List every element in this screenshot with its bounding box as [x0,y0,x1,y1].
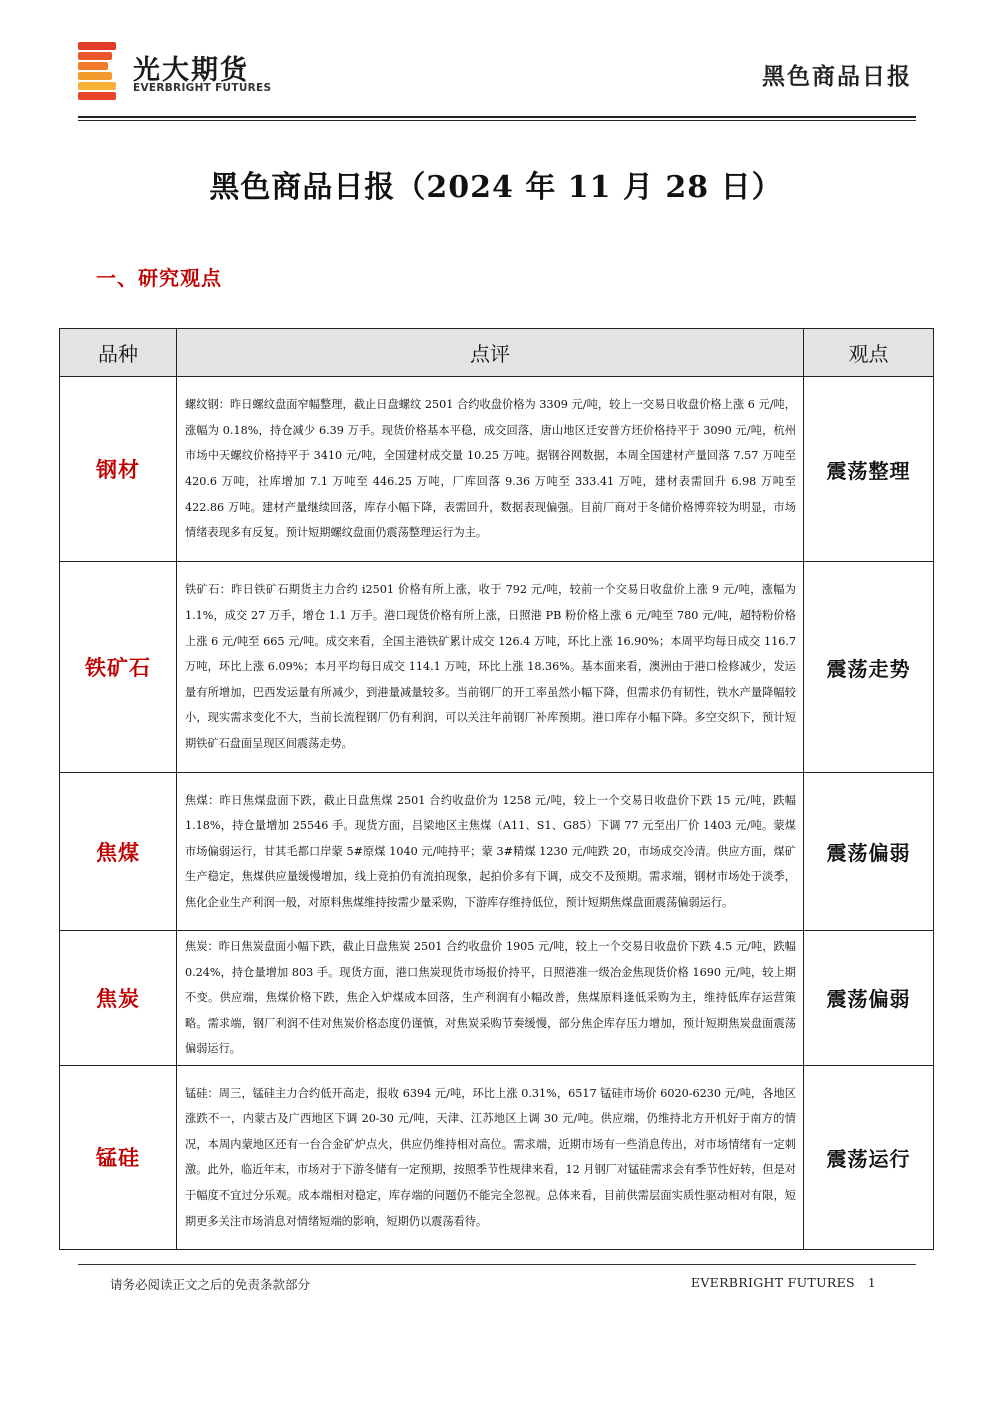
view-cell: 震荡走势 [804,562,934,773]
header-view: 观点 [804,329,934,377]
variety-cell: 钢材 [60,377,177,562]
report-name: 黑色商品日报 [762,63,912,90]
variety-cell: 焦煤 [60,773,177,931]
view-cell: 震荡偏弱 [804,773,934,931]
comment-cell: 铁矿石：昨日铁矿石期货主力合约 i2501 价格有所上涨，收于 792 元/吨，较前一个交易日收盘价上涨 9 元/吨，涨幅为 1.1%，成交 27 万手，增仓 1.1 万手。港口现货价格有所上涨，日照港 PB 粉价格上涨 6 元/吨至 780 元/吨，超特粉价格上涨 6 元/吨至 665 元/吨。成交来看，全国主港铁矿累计成交 126.4 万吨，环比上涨 16.90%；本周平均每日成交 116.7 万吨，环比上涨 6.09%；本月平均每日成交 114.1 万吨，环比上涨 18.36%。基本面来看，澳洲由于港口检修减少，发运量有所增加，巴西发运量有所减少，到港量减量较多。当前钢厂的开工率虽然小幅下降，但需求仍有韧性，铁水产量降幅较小，现实需求变化不大，当前长流程钢厂仍有利润，可以关注年前钢厂补库预期。港口库存小幅下降。多空交织下，预计短期铁矿石盘面呈现区间震荡走势。 [177,562,804,773]
header-rule [78,116,916,118]
table-row [60,1065,934,1249]
variety-cell: 铁矿石 [60,562,177,773]
logo-stripe [78,62,108,70]
everbright-logo-icon [78,42,118,98]
logo-english-name: EVERBRIGHT FUTURES [133,82,272,94]
view-cell: 震荡整理 [804,377,934,562]
view-cell: 震荡偏弱 [804,931,934,1066]
logo-stripe [78,42,116,50]
disclaimer-note: 请务必阅读正文之后的免责条款部分 [110,1277,311,1292]
table-row [60,773,934,931]
table-row [60,377,934,562]
footer-company-page [691,1275,876,1290]
comment-cell: 焦炭：昨日焦炭盘面小幅下跌，截止日盘焦炭 2501 合约收盘价 1905 元/吨，较上一个交易日收盘价下跌 4.5 元/吨，跌幅 0.24%，持仓量增加 803 手。现货方面，港口焦炭现货市场报价持平，日照港准一级冶金焦现货价格 1690 元/吨，较上期不变。供应端，焦煤价格下跌，焦企入炉煤成本回落，生产利润有小幅改善，焦煤原料逢低采购为主，维持低库存运营策略。需求端，钢厂利润不佳对焦炭价格态度仍谨慎，对焦炭采购节奏缓慢，部分焦企库存压力增加，预计短期焦炭盘面震荡偏弱运行。 [177,931,804,1066]
comment-cell: 锰硅：周三，锰硅主力合约低开高走，报收 6394 元/吨，环比上涨 0.31%，6517 锰硅市场价 6020-6230 元/吨，各地区涨跌不一，内蒙古及广西地区下调 20-30 元/吨，天津、江苏地区上调 30 元/吨。供应端，仍维持北方开机好于南方的情况，本周内蒙地区还有一台合金矿炉点火，供应仍维持相对高位。需求端，近期市场有一些消息传出，对市场情绪有一定刺激。此外，临近年末，市场对于下游冬储有一定预期，按照季节性规律来看，12 月钢厂对锰硅需求会有季节性好转，但是对于幅度不宜过分乐观。成本端相对稳定，库存端的问题仍不能完全忽视。总体来看，目前供需层面实质性驱动相对有限，短期更多关注市场消息对情绪短端的影响，短期仍以震荡看待。 [177,1065,804,1249]
variety-cell: 锰硅 [60,1065,177,1249]
logo-stripe [78,52,112,60]
logo-stripe [78,82,116,90]
page-header [78,42,916,118]
page-number: 1 [867,1275,876,1290]
footer-company: EVERBRIGHT FUTURES [690,1275,855,1290]
view-cell: 震荡运行 [804,1065,934,1249]
comment-cell: 焦煤：昨日焦煤盘面下跌，截止日盘焦煤 2501 合约收盘价为 1258 元/吨，较上一个交易日收盘价下跌 15 元/吨，跌幅 1.18%，持仓量增加 25546 手。现货方面，吕梁地区主焦煤（A11、S1、G85）下调 77 元至出厂价 1403 元/吨。蒙煤市场偏弱运行，甘其毛都口岸蒙 5#原煤 1040 元/吨持平；蒙 3#精煤 1230 元/吨跌 20，市场成交冷清。供应方面，煤矿生产稳定，焦煤供应量缓慢增加，线上竞拍仍有流拍现象，起拍价多有下调，成交不及预期。需求端，钢材市场处于淡季，焦化企业生产利润一般，对原料焦煤维持按需少量采购，下游库存维持低位，预计短期焦煤盘面震荡偏弱运行。 [177,773,804,931]
logo-stripe [78,92,116,100]
comment-cell: 螺纹钢：昨日螺纹盘面窄幅整理，截止日盘螺纹 2501 合约收盘价格为 3309 元/吨，较上一交易日收盘价格上涨 6 元/吨，涨幅为 0.18%，持仓减少 6.39 万手。现货价格基本平稳，成交回落，唐山地区迁安普方坯价格持平于 3090 元/吨，杭州市场中天螺纹价格持平于 3410 元/吨，全国建材成交量 10.25 万吨。据钢谷网数据，本周全国建材产量回落 7.57 万吨至 420.6 万吨，社库增加 7.1 万吨至 446.25 万吨，厂库回落 9.36 万吨至 333.41 万吨，建材表需回升 6.98 万吨至 422.86 万吨。建材产量继续回落，库存小幅下降，表需回升，数据表现偏强。目前厂商对于冬储价格博弈较为明显，市场情绪表现多有反复。预计短期螺纹盘面仍震荡整理运行为主。 [177,377,804,562]
variety-cell: 焦炭 [60,931,177,1066]
footer-rule [78,1264,916,1265]
logo-stripe [78,72,112,80]
research-table [59,328,934,1250]
header-variety: 品种 [60,329,177,377]
header-rule-thin [78,120,916,121]
logo-chinese-name: 光大期货 [133,55,249,86]
table-header-row [60,329,934,377]
table-row [60,562,934,773]
header-comment: 点评 [177,329,804,377]
document-title: 黑色商品日报（2024 年 11 月 28 日） [209,170,783,205]
table-row [60,931,934,1066]
section-heading: 一、研究观点 [96,266,222,290]
